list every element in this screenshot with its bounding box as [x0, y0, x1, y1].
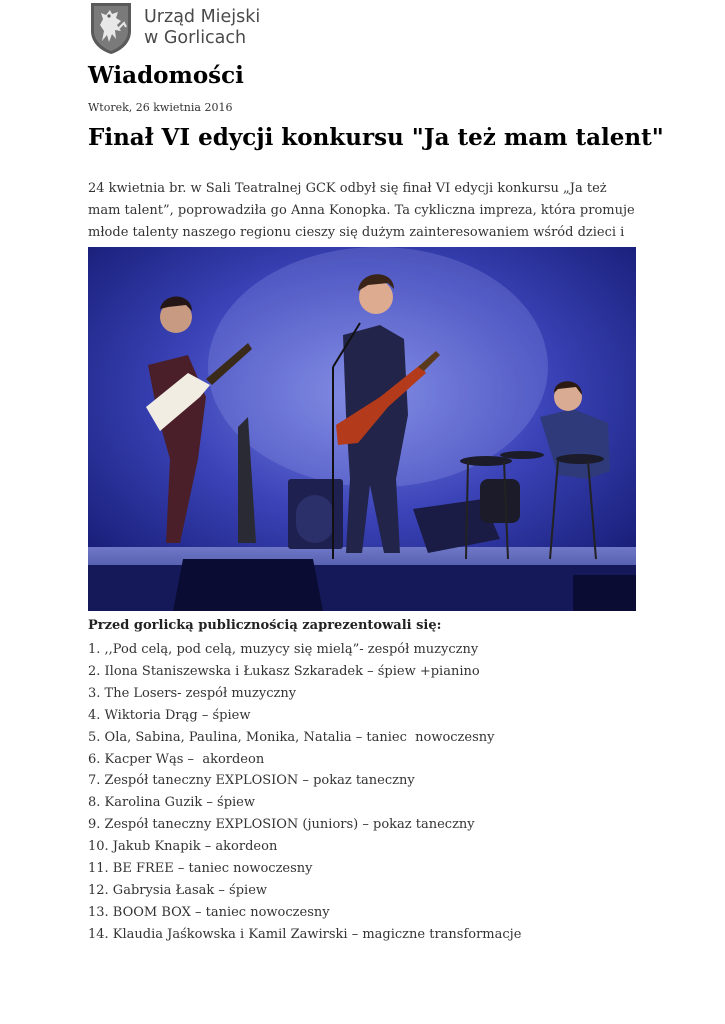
org-name-line2: w Gorlicach	[144, 28, 247, 48]
list-item: 5. Ola, Sabina, Paulina, Monika, Natalia – taniec nowoczesny	[88, 729, 495, 745]
list-item: 9. Zespół taneczny EXPLOSION (juniors) – pokaz taneczny	[88, 817, 475, 833]
section-title: Wiadomości	[88, 62, 244, 89]
concert-photo	[88, 247, 636, 611]
list-item: 6. Kacper Wąs – akordeon	[88, 751, 265, 767]
city-crest-icon	[88, 1, 134, 55]
list-item: 7. Zespół taneczny EXPLOSION – pokaz taneczny	[88, 773, 415, 789]
performers-list	[88, 639, 521, 946]
list-item: 14. Klaudia Jaśkowska i Kamil Zawirski – magiczne transformacje	[88, 926, 522, 942]
list-item: 3. The Losers- zespół muzyczny	[88, 685, 297, 701]
list-item: 12. Gabrysia Łasak – śpiew	[88, 882, 268, 898]
list-item: 8. Karolina Guzik – śpiew	[88, 795, 255, 811]
list-item: 13. BOOM BOX – taniec nowoczesny	[88, 904, 330, 920]
list-item: 2. Ilona Staniszewska i Łukasz Szkaradek – śpiew +pianino	[88, 663, 480, 679]
org-name	[144, 7, 260, 49]
performers-heading: Przed gorlicką publicznością zaprezentowali się:	[88, 618, 442, 633]
list-item: 4. Wiktoria Drąg – śpiew	[88, 707, 251, 723]
article-title: Finał VI edycji konkursu "Ja też mam talent"	[88, 124, 664, 151]
article-lead: 24 kwietnia br. w Sali Teatralnej GCK odbył się finał VI edycji konkursu „Ja też mam talent”, poprowadziła go Anna Konopka. Ta cykliczna impreza, która promuje młode talenty naszego regionu cieszy się dużym zainteresowaniem wśród dzieci i	[88, 181, 635, 240]
list-item: 11. BE FREE – taniec nowoczesny	[88, 861, 313, 877]
article-date: Wtorek, 26 kwietnia 2016	[88, 101, 233, 114]
list-item: 10. Jakub Knapik – akordeon	[88, 839, 278, 855]
site-header	[88, 0, 260, 56]
org-name-line1: Urząd Miejski	[144, 7, 261, 27]
list-item: 1. ,,Pod celą, pod celą, muzycy się mielą”- zespół muzyczny	[88, 642, 479, 657]
